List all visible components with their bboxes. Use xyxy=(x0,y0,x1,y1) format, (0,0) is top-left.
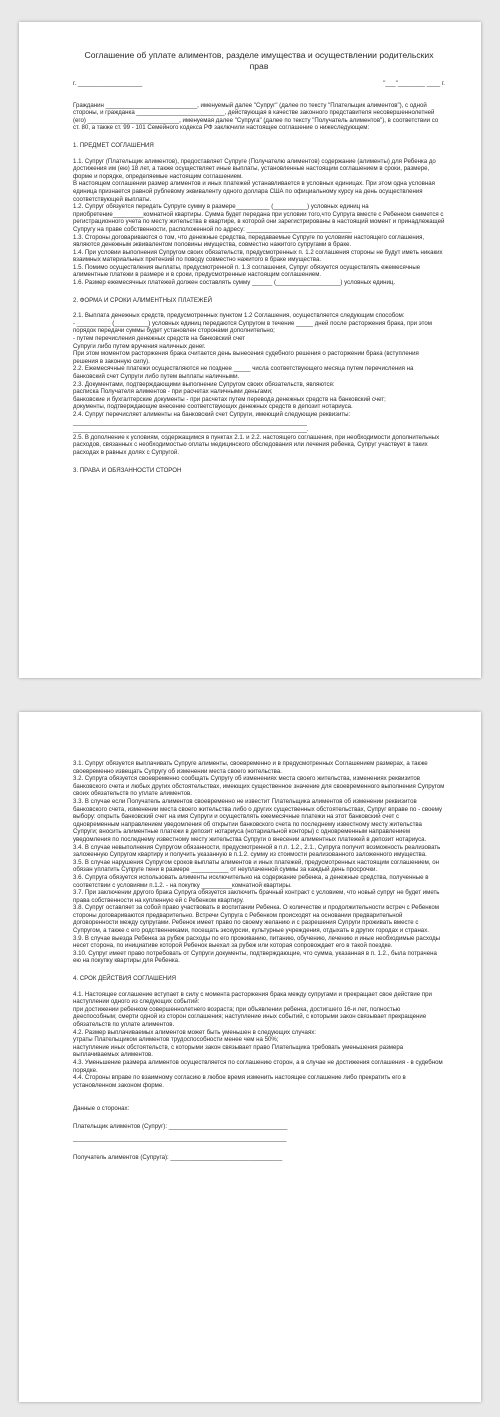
payer-signature-line-2: _______________________________________________________________ xyxy=(73,1134,287,1142)
paragraph: Супруги либо путем вручения наличных денег. xyxy=(73,342,206,350)
paragraph: 1.5. Помимо осуществления выплаты, предусмотренной п. 1.3 соглашения, Супруг обязуется осуществлять ежемесячные алиментные платежи в размере и в сроки, предусмотренные настоящим соглашением. xyxy=(73,263,421,279)
preamble xyxy=(73,102,445,132)
paragraph: 1.3. Стороны договариваются о том, что денежные средства, передаваемые Супруге по условиям настоящего соглашения, являются денежным эквивалентом половины имущества, совместно нажитого супругами в браке. xyxy=(73,233,425,249)
section-2-body xyxy=(73,312,445,456)
paragraph: утраты Плательщиком алиментов трудоспособности менее чем на 50%; xyxy=(73,1036,279,1044)
paragraph: 2.5. В дополнение к условиям, содержащимся в пунктах 2.1. и 2.2. настоящего соглашения, при необходимости дополнительных расходов, связанных с необходимостью оплаты медицинского обследования или лечения ребенка, Супруг участвует в таких расходах в равных долях с Супругой. xyxy=(73,433,440,456)
paragraph: 3.8. Супруг оставляет за собой право участвовать в воспитании Ребенка. О количестве и продолжительности встреч с Ребенком стороны договариваются предварительно. Встречи Супруга с Ребенком происходят на основании предварительной договоренности между супругами. Ребенок имеет право по своему желанию и с разрешения Супруги проживать вместе с Супругом, а также с его родственниками, посещать экскурсии, культурные учреждения, отдыхать в других городах и странах. xyxy=(73,904,439,935)
section-3-body xyxy=(73,760,445,965)
paragraph: - __________ (__________) условных единиц передаются Супругом в течение _____ дней после расторжения брака, при этом порядок передачи суммы будет установлен сторонами дополнительно; xyxy=(73,319,432,335)
paragraph: 3.2. Супруга обязуется своевременно сообщать Супругу об изменениях места своего жительства, изменениях реквизитов банковского счета и любых других обстоятельствах, имеющих существенное значение для своевременного выполнения Супругом своих обязательств по уплате алиментов. xyxy=(73,775,445,798)
paragraph: наступление иных обстоятельств, с которыми закон связывает право Плательщика требовать уменьшения размера выплачиваемых алиментов. xyxy=(73,1043,404,1059)
paragraph: При этом моментом расторжения брака считается день вынесения судебного решения о расторжении брака (вступления решения в законную силу). xyxy=(73,350,419,365)
paragraph: 3.6. Супруга обязуется использовать алименты исключительно на содержание ребенка, а денежные средства, полученные в соответствии с условиями п.1.2. - на покупку _________комнатной квартиры. xyxy=(73,873,429,889)
section-3-heading: 3. ПРАВА И ОБЯЗАННОСТИ СТОРОН xyxy=(73,466,182,474)
paragraph: _____________________________________________________________________. xyxy=(73,426,309,434)
paragraph: - путем перечисления денежных средств на банковский счет xyxy=(73,335,246,343)
paragraph: 1.1. Супруг (Плательщик алиментов), предоставляет Супруге (Получателю алиментов) содержание (алименты) для Ребенка до достижения им (ею) 18 лет, а также осуществляет иные выплаты, установленные настоящим соглашением в сроки, размере, форме и порядке, определяемые настоящим соглашением. xyxy=(73,157,436,180)
paragraph: 4.4. Стороны вправе по взаимному согласию в любое время изменить настоящее соглашение либо прекратить его в установленном законом форме. xyxy=(73,1074,406,1089)
section-4-body xyxy=(73,991,445,1090)
paragraph: 2.1. Выплата денежных средств, предусмотренных пунктом 1.2 Соглашения, осуществляется следующим способом: xyxy=(73,312,405,320)
paragraph: банковские и бухгалтерские документы - при расчетах путем перевода денежных средств на банковский счет; xyxy=(73,395,386,403)
paragraph: 4.3. Уменьшение размера алиментов осуществляется по соглашению сторон, а в случае не достижения соглашения - в судебном порядке. xyxy=(73,1058,443,1074)
paragraph: 3.4. В случае невыполнения Супругом обязанности, предусмотренной в п.п. 1.2., 2.1., Супруга получит возможность реализовать заложенную Супругом квартиру и получить указанную в п.1.2. сумму из стоимости реализованного заложенного имущества. xyxy=(73,843,441,859)
paragraph: 1.6. Размер ежемесячных платежей должен составлять сумму ______ (___________________) условных единиц. xyxy=(73,279,396,287)
section-2-heading: 2. ФОРМА И СРОКИ АЛИМЕНТНЫХ ПЛАТЕЖЕЙ xyxy=(73,296,212,304)
paragraph: 4.1. Настоящее соглашение вступает в силу с момента расторжения брака между супругами и прекращает свое действие при наступлении одного из следующих событий: xyxy=(73,990,432,1006)
document-page-2 xyxy=(19,712,481,1402)
city-field: г. ___________________ xyxy=(73,80,143,87)
section-1-body xyxy=(73,158,445,287)
recipient-signature-line: Получатель алиментов (Супруга): _________________________________ xyxy=(73,1154,283,1162)
paragraph: при достижении ребенком совершеннолетнего возраста; при объявлении ребенка, достигшего 16-и лет, полностью дееспособным; смерти одной из сторон соглашения; наступление иных событий, с которыми закон связывает прекращение обязательств по уплате алиментов. xyxy=(73,1005,427,1028)
page-1-content xyxy=(73,50,445,482)
section-4-heading: 4. СРОК ДЕЙСТВИЯ СОГЛАШЕНИЯ xyxy=(73,975,176,983)
paragraph: 4.2. Размер выплачиваемых алиментов может быть уменьшен в следующих случаях: xyxy=(73,1028,316,1036)
payer-signature-line: Плательщик алиментов (Супруг): ___________________________________ xyxy=(73,1122,288,1130)
paragraph: документы, подтверждающие внесение соответствующих денежных средств в депозит нотариуса. xyxy=(73,403,353,411)
document-title: Соглашение об уплате алиментов, разделе имущества и осуществлении родительских прав xyxy=(84,50,434,71)
paragraph: 3.5. В случае нарушения Супругом сроков выплаты алиментов и иных платежей, предусмотренных настоящим соглашением, он обязан уплатить Супруге пени в размере ___________ от неуплаченной суммы за каждый день просрочки. xyxy=(73,858,439,874)
paragraph: 1.2. Супруг обязуется передать Супруге сумму в размере__________ (__________) условных единиц на приобретение_________комнатной квартиры. Сумма будет передана при условии того,что Супруга вместе с Ребенком снимется с регистрационного учета по месту жительства в квартире, в которой они зарегистрированы в настоящий момент и принадлежащей Супругу на праве собственности, расположенной по адресу: _______________________________ xyxy=(73,203,445,233)
document-page-1 xyxy=(19,22,481,678)
page-2-content xyxy=(73,760,445,1174)
paragraph: 3.10. Супруг имеет право потребовать от Супруги документы, подтверждающие, что сумма, указанная в п. 1.2., была потрачена ею на покупку квартиры для Ребенка. xyxy=(73,949,437,965)
paragraph: _____________________________________________________________________ xyxy=(73,418,307,426)
paragraph: 3.7. При заключении другого брака Супруга обязуется заключить брачный контракт с условием, что новый супруг не будет иметь права собственности на купленную ей с Ребенком квартиру. xyxy=(73,889,440,904)
paragraph: 2.2. Ежемесячные платежи осуществляются не позднее _____ числа соответствующего месяца путем перечисления на банковский счет Супруги либо путем выплаты наличными. xyxy=(73,365,414,380)
paragraph: 3.9. В случае выезда Ребенка за рубеж расходы по его проживанию, питанию, обучению, лечению и иные необходимые расходы несет сторона, по инициативе которой Ребенок выехал за рубеж или которая сопровождает его в такой поездке. xyxy=(73,934,441,950)
paragraph: Гражданин ___________________________, именуемый далее "Супруг" (далее по тексту "Плательщик алиментов"), с одной стороны, и гражданка __________________________, действующая в качестве законного представителя несовершеннолетней (его) ___________________________, именуемая далее "Супруга" (далее по тексту "Получатель алиментов"), в соответствии со ст. 80, а также ст. 99 - 101 Семейного кодекса РФ заключили настоящее соглашение о нижеследующем: xyxy=(73,101,439,132)
parties-heading: Данные о сторонах: xyxy=(73,1105,130,1113)
paragraph: 1.4. При условии выполнения Супругом своих обязательств, предусмотренных п. 1.2 соглашения стороны не будут иметь никаких взаимных материальных претензий по поводу совместно нажитого в браке имущества. xyxy=(73,248,443,264)
paragraph: В настоящем соглашении размер алиментов и иных платежей устанавливается в условных единицах. При этом одна условная единица признается равной рублевому эквиваленту одного доллара США по официальному курсу на день осуществления соответствующей выплаты. xyxy=(73,180,435,203)
section-1-heading: 1. ПРЕДМЕТ СОГЛАШЕНИЯ xyxy=(73,141,154,149)
paragraph: 3.1. Супруг обязуется выплачивать Супруге алименты, своевременно и в предусмотренных Соглашением размерах, а также своевременно извещать Супругу об изменении места своего жительства. xyxy=(73,760,428,775)
paragraph: 2.4. Супруг перечисляет алименты на банковский счет Супруги, имеющий следующие реквизиты: xyxy=(73,410,351,418)
paragraph: 3.3. В случае если Получатель алиментов своевременно не известит Плательщика алиментов об изменении реквизитов банковского счета, изменении места своего жительства либо о других существенных обстоятельствах, Супруг вправе по - своему выбору: открыть банковский счет на имя Супруги и осуществлять ежемесячные платежи на этот банковский счет с одновременным направлением уведомления об открытии банковского счета по последнему известному месту жительства Супруги; вносить алиментные платежи в депозит нотариуса (нотариальной конторы) с одновременным направлением уведомления по последнему известному месту жительства Супруги о внесении алиментных платежей в депозит нотариуса. xyxy=(73,797,443,843)
place-date-row xyxy=(73,80,445,88)
paragraph: расписка Получателя алиментов - при расчетах наличными деньгами; xyxy=(73,388,273,396)
paragraph: 2.3. Документами, подтверждающими выполнение Супругом своих обязательств, являются: xyxy=(73,380,335,388)
date-field: "___"________ ____ г. xyxy=(383,80,445,87)
